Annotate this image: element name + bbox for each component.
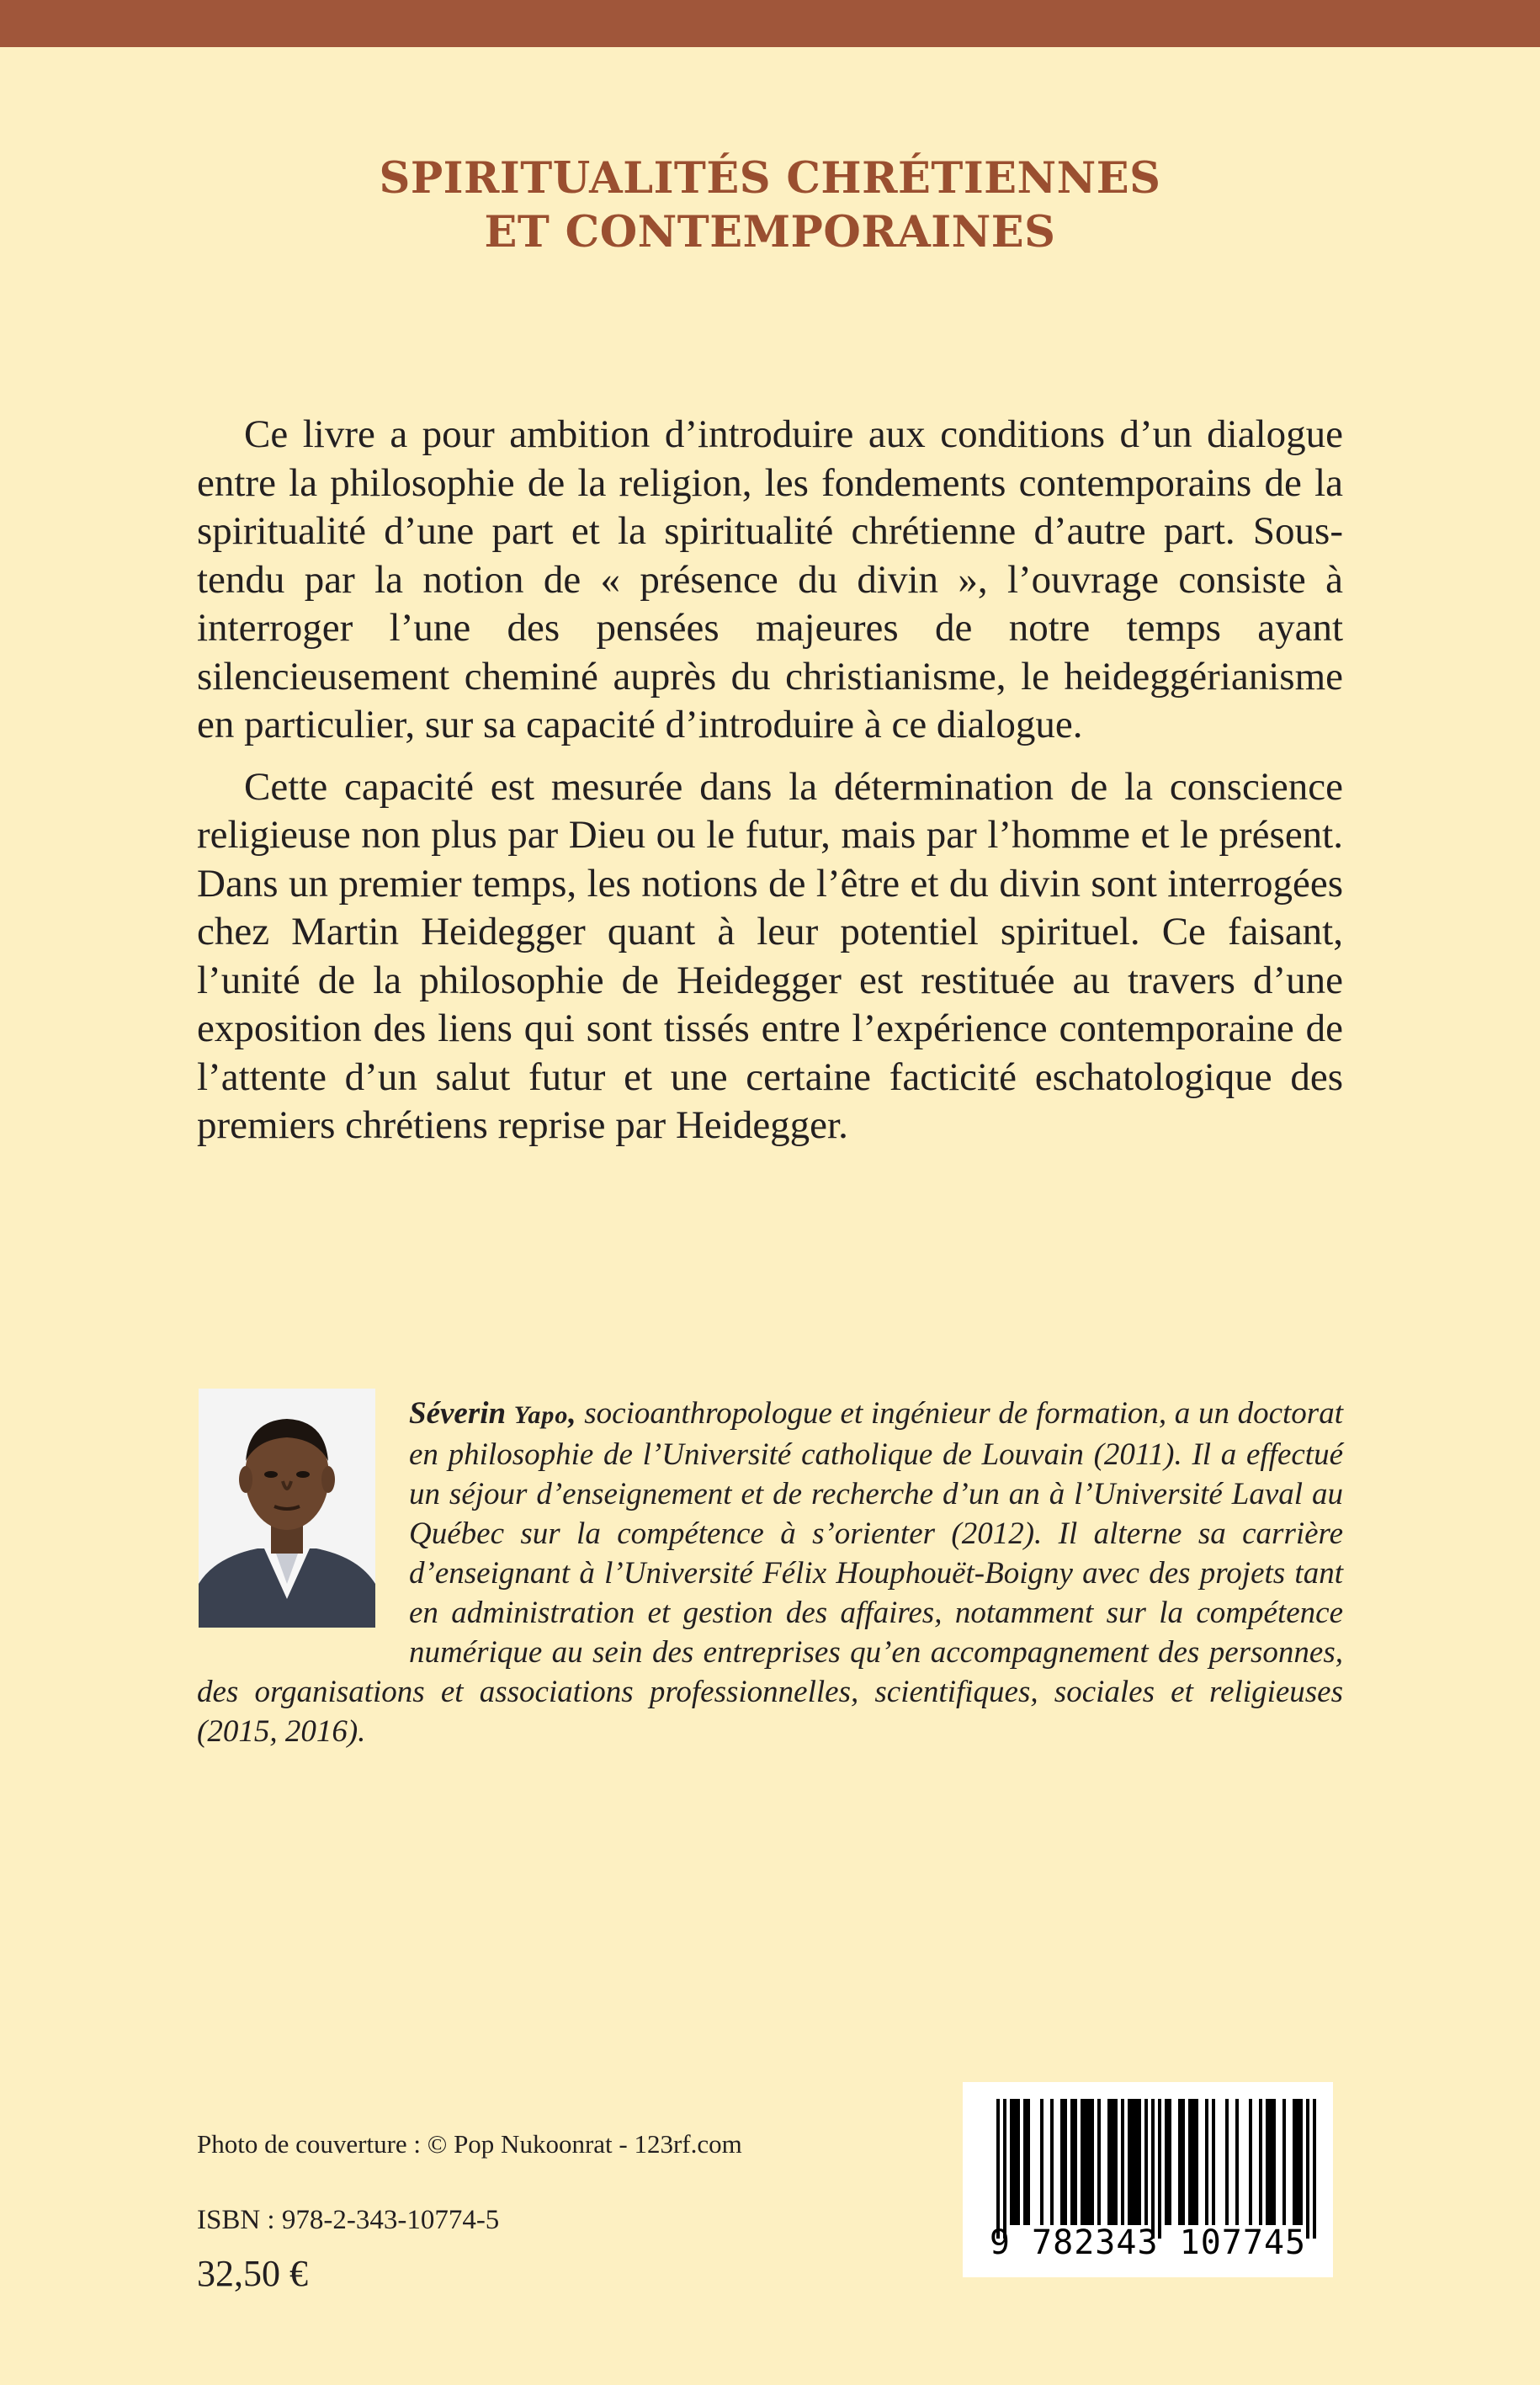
barcode-bar <box>1192 2099 1195 2225</box>
barcode-bar <box>1165 2099 1168 2225</box>
blurb-paragraph-2: Cette capacité est mesurée dans la détermination de la conscience religieuse non plus par Dieu ou le futur, mais par l’homme et le présent. Dans un premier temps, les notions de l’être et du divin sont interrogées chez Martin Heidegger quant à leur potentiel spirituel. Ce faisant, l’unité de la philosophie de Heidegger est restituée au travers d’une exposition des liens qui sont tissés entre l’expérience contemporaine de l’attente d’un salut futur et une certaine facticité eschatologique des premiers chrétiens reprise par Heidegger. <box>197 764 1343 1147</box>
barcode-bar <box>1269 2099 1272 2225</box>
barcode-bar <box>1168 2099 1171 2225</box>
barcode-bar <box>1272 2099 1276 2225</box>
cover-photo-credit: Photo de couverture : © Pop Nukoonrat - 123rf.com <box>197 2129 742 2159</box>
barcode-bar <box>1235 2099 1239 2225</box>
author-photo-spacer <box>197 1394 409 1638</box>
barcode-bar <box>1195 2099 1198 2225</box>
top-color-band <box>0 0 1540 47</box>
barcode-bar <box>1017 2099 1020 2225</box>
barcode-bar <box>1178 2099 1182 2225</box>
barcode-bar <box>1091 2099 1094 2225</box>
barcode-bar <box>1010 2099 1013 2225</box>
barcode-bar <box>1111 2099 1114 2225</box>
barcode-bar <box>1070 2099 1074 2225</box>
barcode-digits: 9 782343 107745 <box>989 2223 1307 2262</box>
barcode-bar <box>1151 2099 1155 2239</box>
book-title-line-1: SPIRITUALITÉS CHRÉTIENNES <box>379 153 1161 204</box>
barcode-bar <box>1084 2099 1087 2225</box>
barcode-bar <box>1293 2099 1296 2225</box>
author-name-suffix: , <box>568 1396 576 1431</box>
barcode-bar <box>1138 2099 1141 2225</box>
book-title <box>0 151 1540 259</box>
author-bio <box>197 1394 1343 1751</box>
barcode-bar <box>1081 2099 1084 2225</box>
barcode-bar <box>1205 2099 1208 2225</box>
barcode-bar <box>1128 2099 1131 2225</box>
barcode-bar <box>1158 2099 1161 2239</box>
barcode-bar <box>1050 2099 1054 2225</box>
barcode-bar <box>1259 2099 1262 2225</box>
book-blurb <box>197 411 1343 1150</box>
barcode-bar <box>1114 2099 1118 2225</box>
author-name <box>409 1396 576 1431</box>
barcode-bar <box>1212 2099 1215 2225</box>
barcode-bar <box>1027 2099 1030 2225</box>
barcode-bar <box>1296 2099 1299 2225</box>
barcode-bar <box>1131 2099 1134 2225</box>
barcode-bar <box>1188 2099 1192 2225</box>
blurb-paragraph-1: Ce livre a pour ambition d’introduire aux conditions d’un dialogue entre la philosophie de la religion, les fondements contemporains de la spiritualité d’une part et la spiritualité chrétienne d’autre part. Sous-tendu par la notion de « présence du divin », l’ouvrage consiste à interroger l’une des pensées majeures de notre temps ayant silencieusement cheminé auprès du christianisme, le heideggérianisme en particulier, sur sa capacité d’introduire à ce dialogue. <box>197 412 1343 746</box>
book-title-line-2: ET CONTEMPORAINES <box>484 207 1056 258</box>
barcode-bar <box>996 2099 1000 2239</box>
barcode-bar <box>1003 2099 1006 2239</box>
barcode-bar <box>1060 2099 1064 2225</box>
author-first-name: Séverin <box>409 1396 514 1431</box>
price: 32,50 € <box>197 2253 308 2294</box>
barcode-bar <box>1107 2099 1111 2225</box>
barcode-bar <box>1013 2099 1017 2225</box>
barcode-bar <box>1182 2099 1185 2225</box>
isbn: ISBN : 978-2-343-10774-5 <box>197 2205 500 2235</box>
barcode-bar <box>1087 2099 1091 2225</box>
barcode <box>963 2082 1333 2277</box>
barcode-bar <box>1299 2099 1303 2225</box>
barcode-bar <box>1306 2099 1309 2239</box>
barcode-bar <box>1225 2099 1229 2225</box>
barcode-bar <box>1134 2099 1138 2225</box>
barcode-bar <box>1023 2099 1027 2225</box>
author-bio-text: socioanthropologue et ingénieur de formation, a un doctorat en philosophie de l’Université catholique de Louvain (2011). Il a effectué un séjour d’enseignement et de recherche d’un an à l’Université Laval au Québec sur la compétence à s’orienter (2012). Il alterne sa carrière d’enseignant à l’Université Félix Houphouët-Boigny avec des projets tant en administration et gestion des affaires, notamment sur la compétence numérique au sein des entreprises qu’en accompagnement des personnes, des organisations et associations professionnelles, scientifiques, sociales et religieuses (2015, 2016). <box>197 1396 1343 1749</box>
barcode-bar <box>1144 2099 1148 2225</box>
barcode-bar <box>1282 2099 1286 2225</box>
barcode-bar <box>1249 2099 1252 2225</box>
barcode-bar <box>1097 2099 1101 2225</box>
barcode-bar <box>1266 2099 1269 2225</box>
barcode-bar <box>1313 2099 1316 2239</box>
barcode-bar <box>1064 2099 1067 2225</box>
barcode-bar <box>1121 2099 1124 2225</box>
barcode-bar <box>1074 2099 1077 2225</box>
author-last-name: Yapo <box>513 1401 569 1429</box>
barcode-bar <box>1040 2099 1043 2225</box>
